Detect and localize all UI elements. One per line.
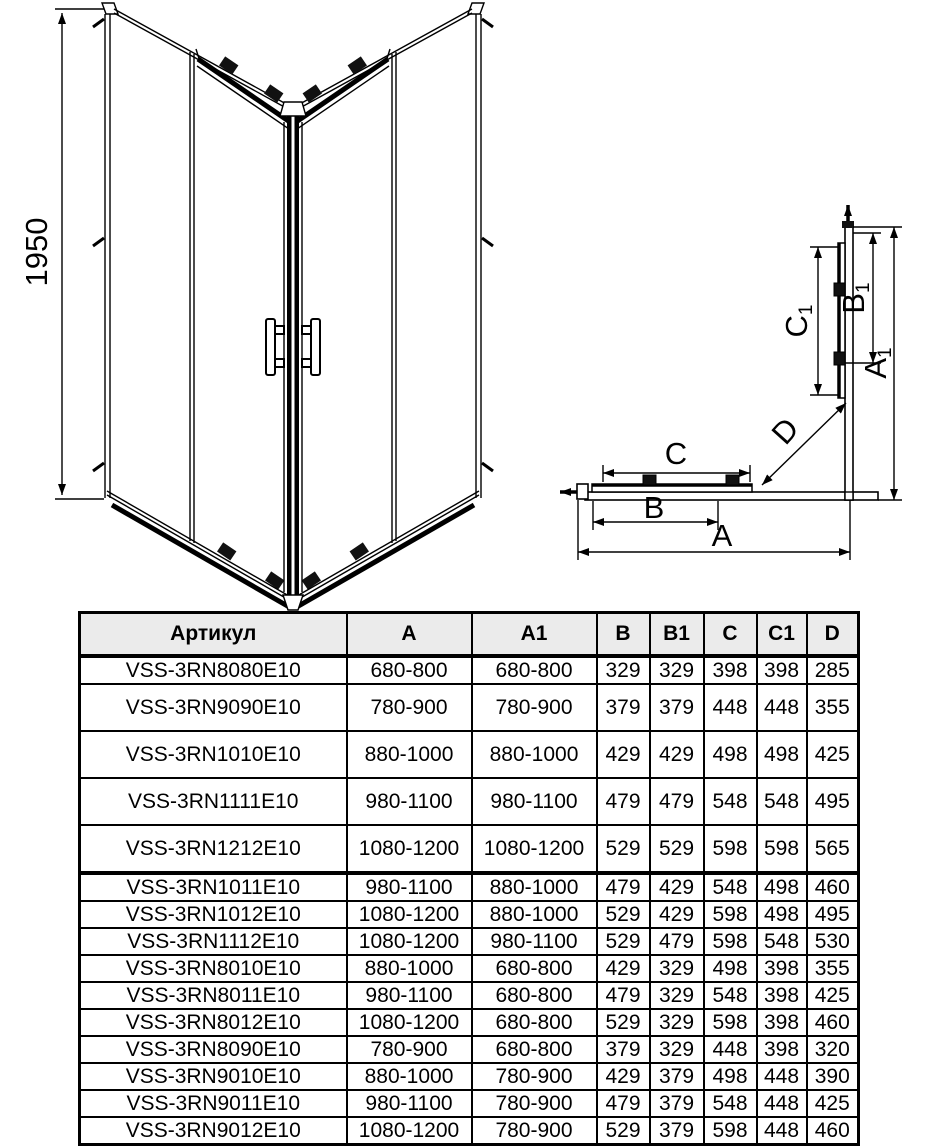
dimension-cell: 529 xyxy=(597,1117,650,1145)
dimension-cell: 980-1100 xyxy=(472,928,597,955)
dimension-cell: 498 xyxy=(704,955,757,982)
dimension-cell: 425 xyxy=(807,982,859,1009)
dimension-cell: 780-900 xyxy=(472,684,597,731)
dimension-cell: 355 xyxy=(807,684,859,731)
spec-table-body xyxy=(80,656,859,1145)
dimension-cell: 448 xyxy=(704,684,757,731)
dimension-cell: 548 xyxy=(757,778,807,825)
dimension-cell: 548 xyxy=(757,928,807,955)
dimension-cell: 448 xyxy=(757,684,807,731)
dimension-cell: 598 xyxy=(704,928,757,955)
dimension-cell: 680-800 xyxy=(472,1009,597,1036)
dimension-cell: 479 xyxy=(597,982,650,1009)
article-cell: VSS-3RN9090E10 xyxy=(80,684,347,731)
dimension-cell: 460 xyxy=(807,1009,859,1036)
dimension-cell: 398 xyxy=(757,982,807,1009)
dimension-cell: 379 xyxy=(597,1036,650,1063)
article-cell: VSS-3RN8012E10 xyxy=(80,1009,347,1036)
dim-c-label: C xyxy=(664,436,688,471)
table-row xyxy=(80,982,859,1009)
dimension-cell: 429 xyxy=(597,1063,650,1090)
article-cell: VSS-3RN8011E10 xyxy=(80,982,347,1009)
dimension-cell: 429 xyxy=(597,731,650,778)
header-c: C xyxy=(704,613,757,657)
dimension-cell: 379 xyxy=(650,1117,704,1145)
article-cell: VSS-3RN8090E10 xyxy=(80,1036,347,1063)
dimension-cell: 529 xyxy=(597,825,650,873)
table-row xyxy=(80,1063,859,1090)
dimension-cell: 980-1100 xyxy=(347,1090,472,1117)
dimension-cell: 479 xyxy=(650,928,704,955)
article-cell: VSS-3RN1111E10 xyxy=(80,778,347,825)
dimension-cell: 460 xyxy=(807,873,859,901)
dimension-cell: 680-800 xyxy=(472,656,597,684)
dimension-cell: 1080-1200 xyxy=(347,1009,472,1036)
dimension-cell: 780-900 xyxy=(347,1036,472,1063)
dimension-cell: 479 xyxy=(597,1090,650,1117)
dimension-cell: 1080-1200 xyxy=(347,901,472,928)
dimension-cell: 285 xyxy=(807,656,859,684)
dimension-cell: 429 xyxy=(597,955,650,982)
header-c1: C1 xyxy=(757,613,807,657)
dimension-cell: 980-1100 xyxy=(347,873,472,901)
spec-table-header-row xyxy=(80,613,859,657)
table-row xyxy=(80,825,859,873)
header-a1: A1 xyxy=(472,613,597,657)
dimension-cell: 498 xyxy=(704,731,757,778)
dimension-cell: 598 xyxy=(757,825,807,873)
plan-bottom-wall xyxy=(585,492,878,500)
dimension-cell: 379 xyxy=(597,684,650,731)
dimension-cell: 460 xyxy=(807,1117,859,1145)
door-handle xyxy=(266,319,284,375)
dimension-cell: 398 xyxy=(757,1009,807,1036)
dim-a-label: A xyxy=(711,518,733,553)
dimension-cell: 425 xyxy=(807,1090,859,1117)
dimension-cell: 398 xyxy=(757,955,807,982)
table-row xyxy=(80,901,859,928)
dimension-cell: 429 xyxy=(650,731,704,778)
dimension-cell: 880-1000 xyxy=(347,1063,472,1090)
dimension-cell: 425 xyxy=(807,731,859,778)
dimension-cell: 548 xyxy=(704,982,757,1009)
dimension-cell: 329 xyxy=(650,1036,704,1063)
header-b: B xyxy=(597,613,650,657)
plan-anchor-stubs xyxy=(560,205,854,499)
dimension-cell: 479 xyxy=(650,778,704,825)
dimension-cell: 495 xyxy=(807,778,859,825)
dimension-cell: 530 xyxy=(807,928,859,955)
dimension-cell: 980-1100 xyxy=(347,982,472,1009)
dimension-cell: 398 xyxy=(757,656,807,684)
dimension-cell: 529 xyxy=(650,825,704,873)
dim-a1-label: A1 xyxy=(858,347,896,379)
article-cell: VSS-3RN9010E10 xyxy=(80,1063,347,1090)
article-cell: VSS-3RN1212E10 xyxy=(80,825,347,873)
dimension-cell: 379 xyxy=(650,684,704,731)
dimension-cell: 529 xyxy=(597,1009,650,1036)
dimension-cell: 379 xyxy=(650,1063,704,1090)
dimension-cell: 548 xyxy=(704,778,757,825)
dimension-cell: 320 xyxy=(807,1036,859,1063)
height-dimension-label: 1950 xyxy=(19,217,54,287)
dimension-cell: 529 xyxy=(597,928,650,955)
dimension-cell: 880-1000 xyxy=(347,955,472,982)
header-article: Артикул xyxy=(80,613,347,657)
dimension-cell: 448 xyxy=(704,1036,757,1063)
table-row xyxy=(80,1117,859,1145)
article-cell: VSS-3RN9011E10 xyxy=(80,1090,347,1117)
dimension-cell: 598 xyxy=(704,825,757,873)
dimension-cell: 598 xyxy=(704,901,757,928)
header-b1: B1 xyxy=(650,613,704,657)
dimension-cell: 398 xyxy=(757,1036,807,1063)
dimension-cell: 498 xyxy=(757,873,807,901)
dimension-cell: 448 xyxy=(757,1063,807,1090)
dimension-cell: 529 xyxy=(597,901,650,928)
dimension-cell: 680-800 xyxy=(472,1036,597,1063)
dimension-cell: 880-1000 xyxy=(472,901,597,928)
dimension-cell: 598 xyxy=(704,1117,757,1145)
dimension-cell: 780-900 xyxy=(472,1117,597,1145)
plan-corner-joint xyxy=(845,492,853,500)
header-a: A xyxy=(347,613,472,657)
table-row xyxy=(80,928,859,955)
dimension-cell: 448 xyxy=(757,1117,807,1145)
dimension-cell: 680-800 xyxy=(472,982,597,1009)
corner-cap-top-left xyxy=(102,3,118,14)
table-row xyxy=(80,656,859,684)
article-cell: VSS-3RN9012E10 xyxy=(80,1117,347,1145)
dim-b-label: B xyxy=(643,490,665,525)
dimension-cell: 1080-1200 xyxy=(347,1117,472,1145)
table-row xyxy=(80,778,859,825)
door-rail-horizontal xyxy=(592,475,752,492)
dimension-cell: 355 xyxy=(807,955,859,982)
wall-anchor-ticks xyxy=(93,19,104,471)
dimension-cell: 680-800 xyxy=(472,955,597,982)
dim-b1-label: B1 xyxy=(836,282,874,314)
header-d: D xyxy=(807,613,859,657)
dimension-cell: 379 xyxy=(650,1090,704,1117)
dimension-cell: 498 xyxy=(704,1063,757,1090)
dimension-cell: 498 xyxy=(757,901,807,928)
article-cell: VSS-3RN8010E10 xyxy=(80,955,347,982)
dimension-cell: 780-900 xyxy=(472,1063,597,1090)
corner-cap-top-center xyxy=(280,102,306,116)
table-row xyxy=(80,873,859,901)
dimension-cell: 479 xyxy=(597,873,650,901)
height-dimension xyxy=(55,9,104,499)
table-row xyxy=(80,1036,859,1063)
dimension-cell: 429 xyxy=(650,873,704,901)
dimension-cell: 880-1000 xyxy=(472,731,597,778)
dimension-cell: 498 xyxy=(757,731,807,778)
dim-c1-label: C1 xyxy=(779,304,817,338)
dimension-cell: 448 xyxy=(757,1090,807,1117)
dimension-cell: 548 xyxy=(704,873,757,901)
table-row xyxy=(80,1090,859,1117)
dimension-cell: 1080-1200 xyxy=(472,825,597,873)
article-cell: VSS-3RN1011E10 xyxy=(80,873,347,901)
dim-c1 xyxy=(810,247,838,395)
dimension-cell: 329 xyxy=(650,1009,704,1036)
table-row xyxy=(80,731,859,778)
spec-table xyxy=(78,611,860,1146)
article-cell: VSS-3RN1010E10 xyxy=(80,731,347,778)
dimension-cell: 495 xyxy=(807,901,859,928)
left-wall-panels xyxy=(93,3,291,608)
dimension-cell: 598 xyxy=(704,1009,757,1036)
dimension-cell: 398 xyxy=(704,656,757,684)
door-rail-vertical xyxy=(834,243,845,398)
article-cell: VSS-3RN1112E10 xyxy=(80,928,347,955)
table-row xyxy=(80,1009,859,1036)
dimension-cell: 780-900 xyxy=(347,684,472,731)
dimension-cell: 780-900 xyxy=(472,1090,597,1117)
dimension-cell: 548 xyxy=(704,1090,757,1117)
dimension-cell: 980-1100 xyxy=(347,778,472,825)
dimension-cell: 1080-1200 xyxy=(347,928,472,955)
dimension-cell: 479 xyxy=(597,778,650,825)
article-cell: VSS-3RN1012E10 xyxy=(80,901,347,928)
dimension-cell: 329 xyxy=(650,955,704,982)
dimension-cell: 429 xyxy=(650,901,704,928)
dimension-cell: 565 xyxy=(807,825,859,873)
front-view-drawing xyxy=(0,0,560,612)
dimension-cell: 329 xyxy=(597,656,650,684)
dimension-cell: 880-1000 xyxy=(472,873,597,901)
right-wall-panels xyxy=(295,3,493,608)
dimension-cell: 880-1000 xyxy=(347,731,472,778)
dimension-cell: 1080-1200 xyxy=(347,825,472,873)
plan-view-drawing xyxy=(550,185,936,585)
dimension-cell: 980-1100 xyxy=(472,778,597,825)
dimension-cell: 680-800 xyxy=(347,656,472,684)
dim-d-label: D xyxy=(764,410,806,452)
dimension-cell: 329 xyxy=(650,656,704,684)
bottom-door-rail xyxy=(107,491,291,608)
dimension-cell: 390 xyxy=(807,1063,859,1090)
table-row xyxy=(80,684,859,731)
dimension-cell: 329 xyxy=(650,982,704,1009)
article-cell: VSS-3RN8080E10 xyxy=(80,656,347,684)
table-row xyxy=(80,955,859,982)
